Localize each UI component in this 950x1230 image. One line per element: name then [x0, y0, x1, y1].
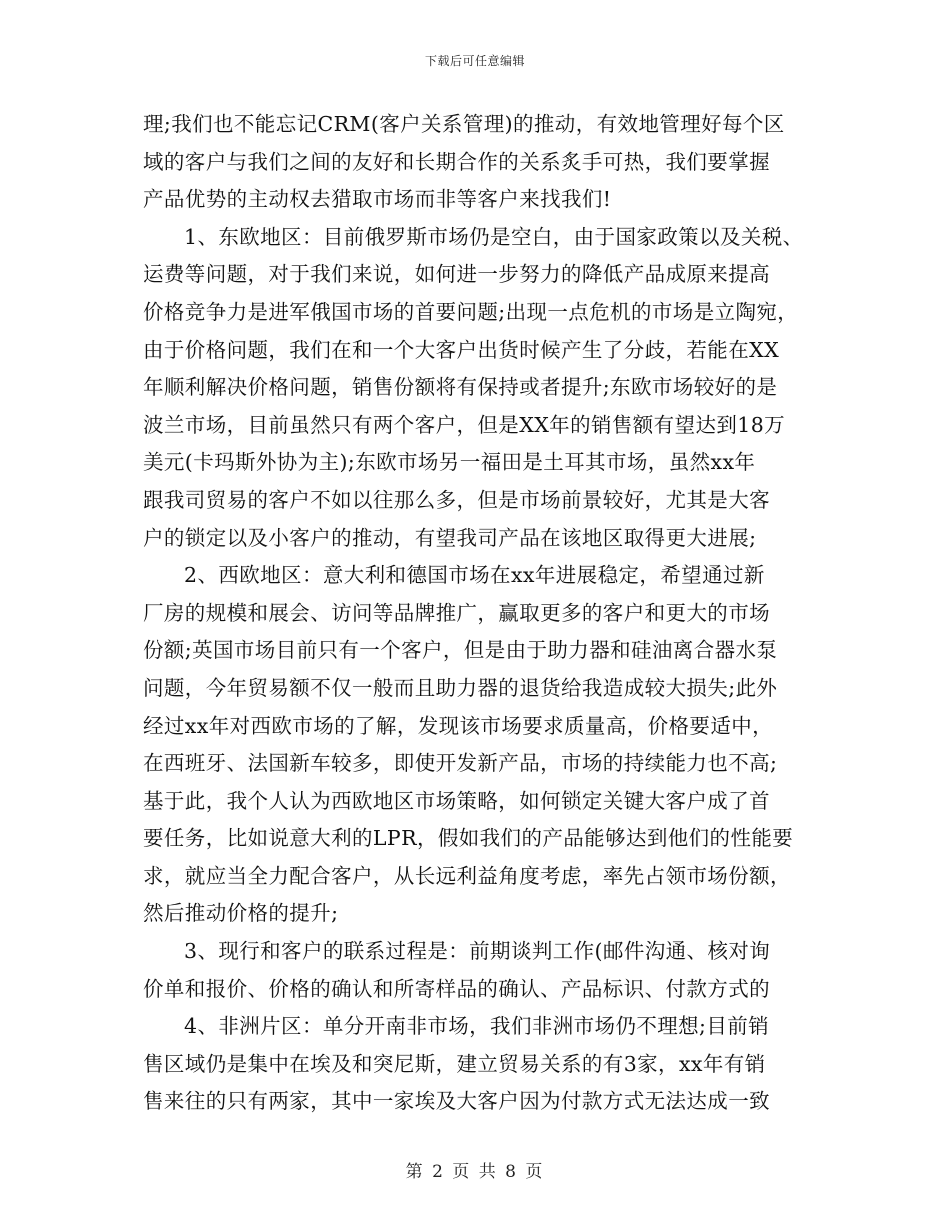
- paragraph-contact-process: 3、现行和客户的联系过程是：前期谈判工作(邮件沟通、核对询: [184, 939, 771, 964]
- text-line: 波兰市场，目前虽然只有两个客户，但是XX年的销售额有望达到18万: [143, 412, 786, 437]
- text-line: 基于此，我个人认为西欧地区市场策略，如何锁定关键大客户成了首: [143, 788, 770, 813]
- text-line: 运费等问题，对于我们来说，如何进一步努力的降低产品成原来提高: [143, 262, 770, 287]
- document-body: [143, 106, 808, 1121]
- text-line: 理;我们也不能忘记CRM(客户关系管理)的推动，有效地管理好每个区: [143, 112, 785, 136]
- text-line: 份额;英国市场目前只有一个客户，但是由于助力器和硅油离合器水泵: [143, 638, 778, 663]
- page-number: 第 2 页 共 8 页: [405, 1162, 545, 1182]
- text-line: 经过xx年对西欧市场的了解，发现该市场要求质量高，价格要适中，: [143, 713, 774, 738]
- text-line: 年顺利解决价格问题，销售份额将有保持或者提升;东欧市场较好的是: [143, 375, 778, 400]
- text-line: 产品优势的主动权去猎取市场而非等客户来找我们!: [143, 187, 612, 212]
- text-line: 售来往的只有两家，其中一家埃及大客户因为付款方式无法达成一致: [143, 1089, 770, 1114]
- text-line: 然后推动价格的提升;: [143, 901, 339, 926]
- text-line: 美元(卡玛斯外协为主);东欧市场另一福田是土耳其市场，虽然xx年: [143, 450, 756, 475]
- text-line: 厂房的规模和展会、访问等品牌推广，赢取更多的客户和更大的市场: [143, 600, 770, 625]
- text-line: 域的客户与我们之间的友好和长期合作的关系炙手可热，我们要掌握: [143, 149, 770, 174]
- text-line: 求，就应当全力配合客户，从长远利益角度考虑，率先占领市场份额，: [143, 863, 791, 888]
- text-line: 在西班牙、法国新车较多，即使开发新产品，市场的持续能力也不高;: [143, 751, 778, 776]
- text-line: 售区域仍是集中在埃及和突尼斯，建立贸易关系的有3家，xx年有销: [143, 1051, 766, 1076]
- paragraph-western-europe: 2、西欧地区：意大利和德国市场在xx年进展稳定，希望通过新: [184, 563, 765, 588]
- paragraph-africa: 4、非洲片区：单分开南非市场，我们非洲市场仍不理想;目前销: [184, 1014, 770, 1039]
- text-line: 价格竞争力是进军俄国市场的首要问题;出现一点危机的市场是立陶宛，: [143, 299, 799, 324]
- text-line: 由于价格问题，我们在和一个大客户出货时候产生了分歧，若能在XX: [143, 337, 780, 362]
- text-line: 跟我司贸易的客户不如以往那么多，但是市场前景较好，尤其是大客: [143, 487, 770, 512]
- paragraph-eastern-europe: 1、东欧地区：目前俄罗斯市场仍是空白，由于国家政策以及关税、: [184, 224, 804, 249]
- text-line: 要任务，比如说意大利的LPR，假如我们的产品能够达到他们的性能要: [143, 826, 794, 851]
- text-line: 问题，今年贸易额不仅一般而且助力器的退货给我造成较大损失;此外: [143, 675, 778, 700]
- text-line: 价单和报价、价格的确认和所寄样品的确认、产品标识、付款方式的: [143, 976, 770, 1001]
- page-header: 下载后可任意编辑: [424, 54, 525, 68]
- text-line: 户的锁定以及小客户的推动，有望我司产品在该地区取得更大进展;: [143, 525, 757, 550]
